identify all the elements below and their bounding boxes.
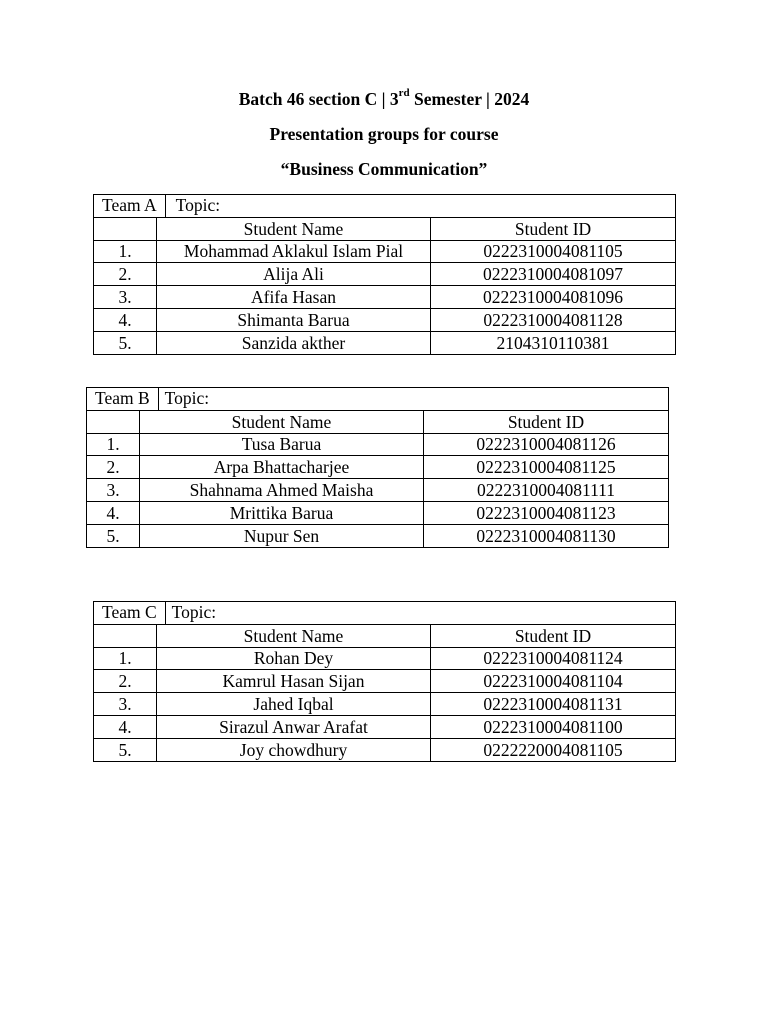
student-id: 0222310004081124 [431,647,676,670]
student-name: Sirazul Anwar Arafat [157,715,431,738]
document-title [0,88,768,110]
row-number: 2. [94,263,157,286]
row-number: 2. [94,670,157,693]
row-number: 3. [94,693,157,716]
student-name: Tusa Barua [140,433,424,456]
topic-label: Topic: [175,195,221,216]
column-header-row [87,410,669,433]
student-id: 0222310004081096 [431,286,676,309]
row-number: 5. [94,331,157,354]
student-id: 0222310004081104 [431,670,676,693]
student-id: 0222310004081097 [431,263,676,286]
team-header-row [87,388,669,411]
table-row [94,670,676,693]
table-row [94,331,676,354]
student-name: Alija Ali [157,263,431,286]
student-name: Mrittika Barua [140,501,424,524]
row-number: 2. [87,456,140,479]
student-name: Joy chowdhury [157,738,431,761]
title-batch-text: Batch 46 section C | 3 [238,89,399,109]
column-header-id: Student ID [431,624,676,647]
table-row [87,501,669,524]
team-label: Team A [94,195,166,217]
column-header-name: Student Name [140,410,424,433]
column-header-name: Student Name [157,217,431,240]
row-number: 5. [94,738,157,761]
row-number: 1. [94,240,157,263]
table-row [94,240,676,263]
row-number: 5. [87,524,140,547]
student-id: 0222310004081125 [424,456,669,479]
student-name: Kamrul Hasan Sijan [157,670,431,693]
student-name: Afifa Hasan [157,286,431,309]
team-header-cell [94,195,676,218]
row-number: 4. [94,308,157,331]
team-header-cell [87,388,669,411]
student-name: Nupur Sen [140,524,424,547]
topic-label: Topic: [164,388,210,409]
row-number: 4. [94,715,157,738]
team-a-table [93,194,676,355]
student-id: 0222310004081131 [431,693,676,716]
student-id: 0222310004081126 [424,433,669,456]
team-label: Team C [94,602,166,624]
table-row [94,308,676,331]
team-header-row [94,195,676,218]
student-id: 0222310004081123 [424,501,669,524]
team-header-row [94,602,676,625]
row-number: 1. [87,433,140,456]
table-row [94,738,676,761]
column-header-id: Student ID [431,217,676,240]
column-header-row [94,217,676,240]
row-number: 4. [87,501,140,524]
column-header-number [94,217,157,240]
team-b-table [86,387,669,548]
row-number: 3. [87,479,140,502]
row-number: 3. [94,286,157,309]
student-id: 0222310004081111 [424,479,669,502]
table-row [87,456,669,479]
table-row [94,286,676,309]
student-id: 0222310004081128 [431,308,676,331]
table-row [94,693,676,716]
column-header-number [94,624,157,647]
student-name: Sanzida akther [157,331,431,354]
document-subtitle: Presentation groups for course [269,124,499,144]
table-row [94,263,676,286]
table-row [87,479,669,502]
column-header-number [87,410,140,433]
table-row [94,715,676,738]
team-header-cell [94,602,676,625]
student-id: 0222220004081105 [431,738,676,761]
team-c-table [93,601,676,762]
table-row [94,647,676,670]
student-name: Shahnama Ahmed Maisha [140,479,424,502]
student-name: Jahed Iqbal [157,693,431,716]
student-id: 0222310004081130 [424,524,669,547]
team-label: Team B [87,388,159,410]
column-header-name: Student Name [157,624,431,647]
student-id: 0222310004081105 [431,240,676,263]
student-name: Mohammad Aklakul Islam Pial [157,240,431,263]
student-name: Rohan Dey [157,647,431,670]
table-row [87,433,669,456]
title-semester-text: Semester | 2024 [409,89,530,109]
course-name: “Business Communication” [280,159,488,179]
student-id: 2104310110381 [431,331,676,354]
topic-label: Topic: [171,602,217,623]
table-row [87,524,669,547]
row-number: 1. [94,647,157,670]
student-name: Arpa Bhattacharjee [140,456,424,479]
column-header-id: Student ID [424,410,669,433]
student-id: 0222310004081100 [431,715,676,738]
column-header-row [94,624,676,647]
student-name: Shimanta Barua [157,308,431,331]
title-superscript: rd [398,87,410,100]
